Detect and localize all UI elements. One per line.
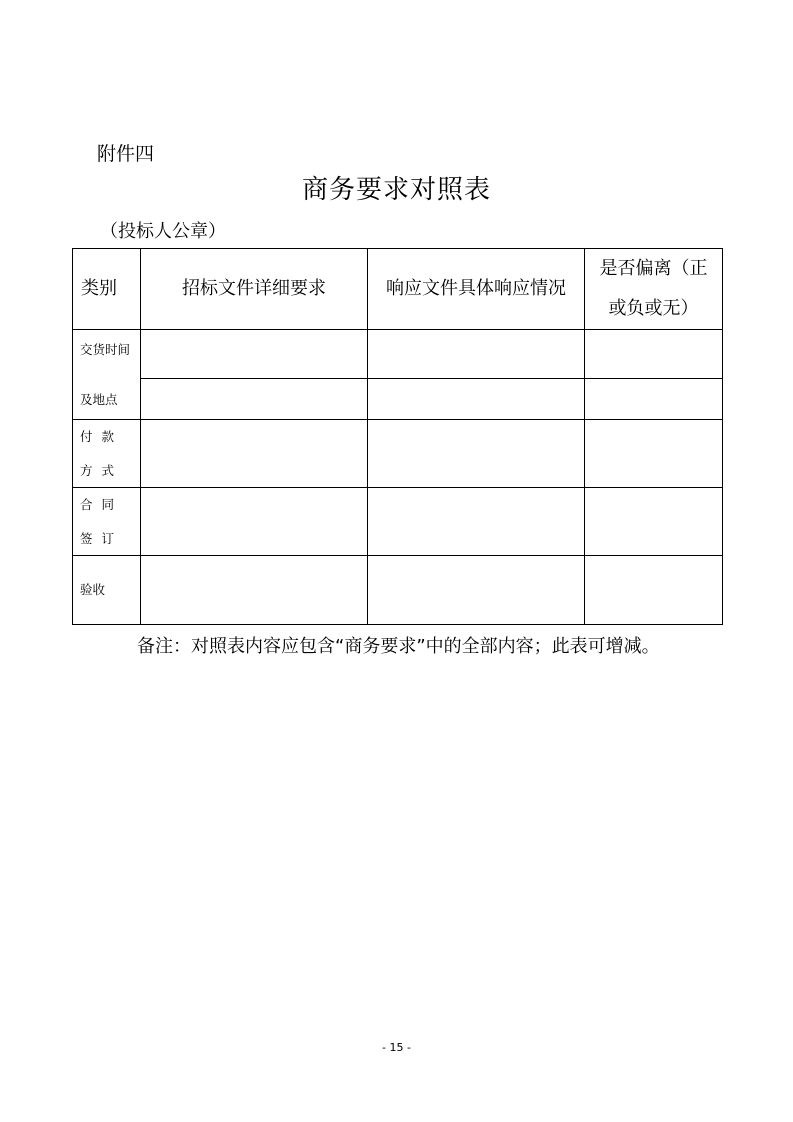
- category-contract-line1: 合同: [80, 496, 124, 512]
- seal-note: （投标人公章）: [100, 221, 226, 242]
- cell-tender-req[interactable]: [141, 488, 368, 556]
- category-delivery: [73, 330, 141, 420]
- category-contract: [73, 488, 141, 556]
- table-row: [73, 488, 723, 556]
- cell-response[interactable]: [368, 330, 585, 379]
- cell-deviation[interactable]: [585, 379, 723, 420]
- cell-deviation[interactable]: [585, 420, 723, 488]
- header-deviation: [585, 249, 723, 330]
- table-row: [73, 379, 723, 420]
- attachment-label: 附件四: [97, 143, 155, 165]
- footnote: 备注：对照表内容应包含“商务要求”中的全部内容；此表可增减。: [137, 636, 660, 657]
- cell-response[interactable]: [368, 556, 585, 625]
- cell-tender-req[interactable]: [141, 330, 368, 379]
- table-row: [73, 420, 723, 488]
- category-acceptance: [73, 556, 141, 625]
- header-category: 类别: [73, 249, 141, 330]
- category-acceptance-line1: 验收: [80, 582, 106, 597]
- cell-deviation[interactable]: [585, 556, 723, 625]
- table-row: [73, 330, 723, 379]
- table-header-row: [73, 249, 723, 330]
- comparison-table: [72, 248, 723, 625]
- cell-tender-req[interactable]: [141, 556, 368, 625]
- category-payment-line2: 方式: [80, 462, 124, 478]
- cell-response[interactable]: [368, 420, 585, 488]
- category-contract-line2: 签订: [80, 530, 124, 546]
- category-payment: [73, 420, 141, 488]
- page-title: 商务要求对照表: [301, 175, 491, 205]
- header-tender-requirements: 招标文件详细要求: [141, 249, 368, 330]
- header-response: 响应文件具体响应情况: [368, 249, 585, 330]
- page-number: - 15 -: [382, 1041, 411, 1054]
- cell-tender-req[interactable]: [141, 379, 368, 420]
- cell-response[interactable]: [368, 379, 585, 420]
- cell-tender-req[interactable]: [141, 420, 368, 488]
- header-deviation-line2: 或负或无）: [608, 298, 699, 319]
- cell-deviation[interactable]: [585, 488, 723, 556]
- cell-deviation[interactable]: [585, 330, 723, 379]
- cell-response[interactable]: [368, 488, 585, 556]
- category-delivery-line1: 交货时间: [80, 341, 131, 357]
- header-deviation-line1: 是否偏离（正: [599, 258, 708, 279]
- table-row: [73, 556, 723, 625]
- category-delivery-line2: 及地点: [80, 391, 118, 407]
- category-payment-line1: 付款: [80, 428, 124, 444]
